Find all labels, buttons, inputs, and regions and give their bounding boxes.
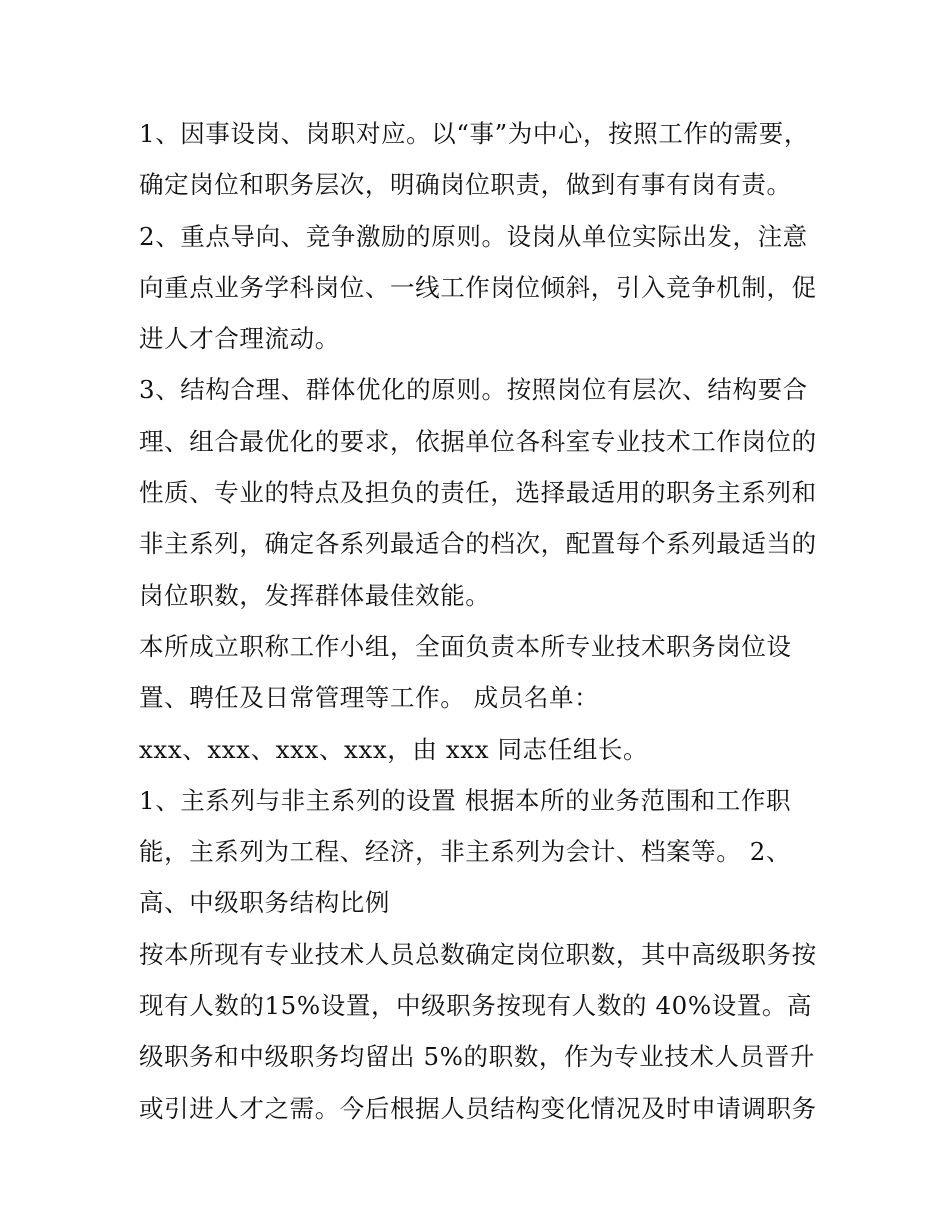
text-line-1: 1、因事设岗、岗职对应。以“事”为中心，按照工作的需要，: [139, 119, 809, 148]
text-line-15: 能，主系列为工程、经济，非主系列为会计、档案等。 2、: [139, 837, 792, 867]
text-line-3: 2、重点导向、竞争激励的原则。设岗从单位实际出发，注意: [139, 221, 808, 251]
text-line-7: 理、组合最优化的要求，依据单位各科室专业技术工作岗位的: [139, 426, 817, 456]
text-line-10: 岗位职数，发挥群体最佳效能。: [139, 580, 491, 610]
text-line-4: 向重点业务学科岗位、一线工作岗位倾斜，引入竞争机制，促: [139, 272, 817, 302]
text-line-2: 确定岗位和职务层次，明确岗位职责，做到有事有岗有责。: [139, 170, 792, 200]
text-line-17: 按本所现有专业技术人员总数确定岗位职数，其中高级职务按: [139, 939, 817, 969]
document-body: [139, 108, 829, 1134]
text-line-8: 性质、专业的特点及担负的责任，选择最适用的职务主系列和: [139, 478, 817, 508]
text-line-9: 非主系列，确定各系列最适合的档次，配置每个系列最适当的: [139, 529, 817, 559]
text-line-11: 本所成立职称工作小组，全面负责本所专业技术职务岗位设: [139, 631, 792, 661]
text-line-12: 置、聘任及日常管理等工作。 成员名单：: [139, 683, 600, 713]
text-line-18: 现有人数的15%设置，中级职务按现有人数的 40%设置。高: [139, 991, 813, 1021]
text-line-5: 进人才合理流动。: [139, 324, 340, 354]
text-line-19: 级职务和中级职务均留出 5%的职数，作为专业技术人员晋升: [139, 1042, 815, 1072]
text-line-20: 或引进人才之需。今后根据人员结构变化情况及时申请调职务: [139, 1093, 817, 1123]
text-line-16: 高、中级职务结构比例: [139, 888, 390, 918]
text-line-13: xxx、xxx、xxx、xxx，由 xxx 同志任组长。: [139, 734, 649, 764]
text-line-6: 3、结构合理、群体优化的原则。按照岗位有层次、结构要合: [139, 375, 808, 405]
text-line-14: 1、主系列与非主系列的设置 根据本所的业务范围和工作职: [139, 785, 792, 815]
